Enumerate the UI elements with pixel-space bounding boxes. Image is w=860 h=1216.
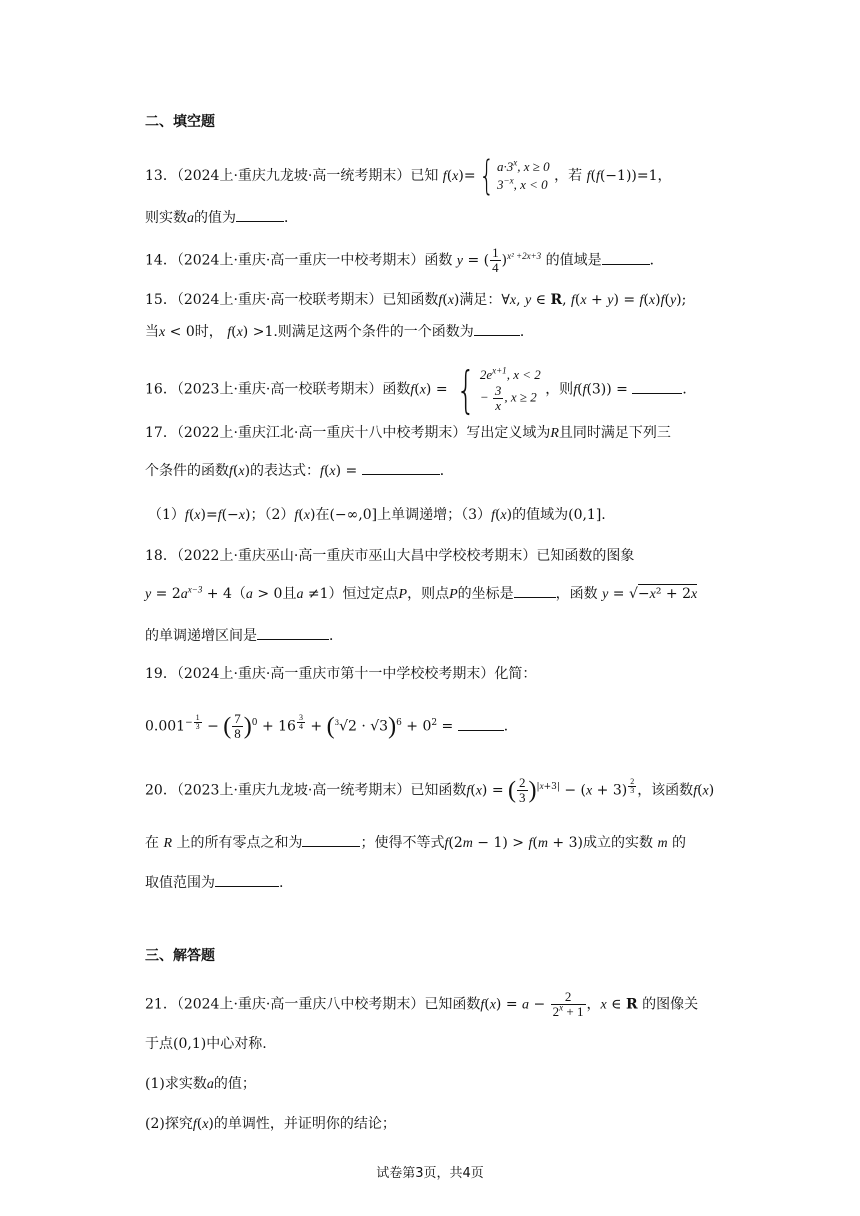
q21-mid2: 的图像关 [642, 996, 699, 1013]
section-fill-title: 二、填空题 [145, 114, 215, 130]
answer-blank[interactable] [362, 461, 440, 475]
q13-end: ． [284, 210, 298, 226]
q15-line2c: .则满足这两个条件的一个函数为 [273, 324, 474, 340]
question-18-line3 [145, 626, 820, 646]
question-21-line2: 于点(0,1)中心对称. [145, 1036, 267, 1052]
q21-mid: ， [586, 996, 601, 1013]
q13-tail: 则实数 [145, 210, 187, 226]
page-footer: 试卷第3页，共4页 [376, 1166, 484, 1181]
answer-blank[interactable] [302, 833, 360, 847]
q15-line2b: 时， [194, 324, 223, 340]
answer-blank[interactable] [236, 208, 284, 222]
q18-l3: 的单调递增区间是 [145, 628, 257, 644]
q17-lead2: 且同时满足下列三 [558, 425, 671, 441]
q14-mid: 的值域是 [545, 252, 602, 269]
q17-c2b: 在 [315, 507, 330, 523]
question-15: 15．（2024上·重庆·高一校联考期末）已知函数f(x)满足：∀x, y ∈ R, f(x + y) = f(x)f(y); [145, 292, 687, 308]
q16-mid: ，则 [545, 381, 574, 398]
q18-lead: 18．（2022上·重庆巫山·高一重庆市巫山大昌中学校校考期末）已知函数的图象 [145, 548, 635, 564]
q17-c2: ；（2） [250, 507, 295, 523]
q20-l3: 取值范围为 [145, 875, 215, 891]
question-19-expr: $0.001^{- \frac{1}{3}}$ − ( $\frac{7}{8}$ )$^0$ + 16 $^{\frac{3}{4}}$ + $(^3√2 \cdot √3)^6 + 0^2$ = ． [145, 711, 518, 741]
question-13-line2: 则实数a的值为 ． [145, 210, 298, 226]
question-20-line3 [145, 873, 820, 893]
question-13: 13．（2024上·重庆九龙坡·高一统考期末）已知 f(x)={ $a\cdot 3^x$, x ≥ 0 $3^{-x}$, x < 0 ，若 f(f(−1))=1， [145, 153, 672, 199]
q14-end: ． [649, 252, 664, 269]
section-answer-title: 三、解答题 [145, 948, 215, 964]
q20-l2d: 成立的实数 [582, 835, 653, 851]
q21-l2: 于点 [145, 1036, 173, 1052]
q18-end: ． [329, 628, 343, 644]
q19-end: ． [503, 718, 518, 735]
answer-blank[interactable] [458, 717, 504, 731]
question-17-line2: 个条件的函数f(x)的表达式：f(x) = ． [145, 463, 454, 479]
q20-l2a: 在 [145, 835, 159, 851]
q18-l2e: 的坐标是 [457, 586, 514, 602]
question-18-line2: $y = 2a^{x-3} + 4(a > 0$且a ≠1）恒过定点P，则点P的坐标是 ，函数 y = √−x² + 2x [145, 584, 698, 602]
q15-line2a: 当 [145, 324, 159, 340]
q13-mid: ，若 [554, 168, 583, 184]
question-21: 21．（2024上·重庆·高一重庆八中校考期末）已知函数f(x) = a − $\frac{2}{2^x + 1}$ ，x ∈ R 的图像关 [145, 989, 699, 1019]
q20-l2c: ；使得不等式 [360, 835, 445, 851]
q20-l2e: 的 [672, 835, 687, 851]
q15-mid: 满足： [459, 292, 502, 308]
q19-lead: 19．（2024上·重庆·高一重庆市第十一中学校校考期末）化简： [145, 666, 537, 682]
q20-l2b: 上的所有零点之和为 [176, 835, 303, 851]
q18-l2f: ，函数 [555, 586, 598, 602]
question-20-line2: 在 R 上的所有零点之和为 ；使得不等式f(2m − 1) > f(m + 3)成立的实数 m 的 [145, 835, 687, 851]
q17-lead: 17．（2022上·重庆江北·高一重庆十八中校考期末）写出定义域为 [145, 425, 551, 441]
q17-line2: 个条件的函数 [145, 463, 229, 479]
q16-lead: 16．（2023上·重庆·高一校联考期末）函数 [145, 381, 411, 398]
q20-lead: 20．（2023上·重庆九龙坡·高一统考期末）已知函数 [145, 782, 467, 799]
question-14: 14．（2024上·重庆·高一重庆一中校考期末）函数 y = ( $\frac{1}{4}$ )$^{x^2 +2x+3}$ 的值域是 ． [145, 245, 664, 275]
question-21-part1: (1)求实数a的值； [145, 1076, 256, 1092]
answer-blank[interactable] [257, 626, 329, 640]
q17-line2b: 的表达式： [250, 463, 321, 479]
q15-end: ． [519, 324, 534, 340]
answer-blank[interactable] [215, 873, 279, 887]
q18-l2c: ）恒过定点 [328, 586, 399, 602]
q21-p1b: 的值； [213, 1076, 256, 1092]
question-17: 17．（2022上·重庆江北·高一重庆十八中校考期末）写出定义域为R且同时满足下列三 [145, 425, 671, 441]
q21-p1: (1)求实数 [145, 1076, 207, 1092]
q13-tail2: 的值为 [194, 210, 236, 226]
q21-p2b: 的单调性，并证明你的结论； [213, 1116, 396, 1132]
answer-blank[interactable] [474, 322, 520, 336]
question-19 [145, 664, 820, 684]
q17-c2c: 上单调递增；（3） [377, 507, 492, 523]
q18-l2d: ，则点 [407, 586, 450, 602]
question-15-line2: 当x < 0时， f(x) >1.则满足这两个条件的一个函数为 ． [145, 324, 534, 340]
q18-l2b: 且 [282, 586, 297, 602]
q15-lead: 15．（2024上·重庆·高一校联考期末）已知函数 [145, 292, 439, 308]
q21-lead: 21．（2024上·重庆·高一重庆八中校考期末）已知函数 [145, 996, 481, 1013]
question-16: 16．（2023上·重庆·高一校联考期末）函数f(x) = { $2e^{x+1}$, x < 2 − $\frac{3}{x}$ , x ≥ 2 ，则f(f(3)) = ． [145, 360, 697, 419]
answer-blank[interactable] [514, 584, 556, 598]
q17-c1: （1） [148, 507, 185, 523]
answer-blank[interactable] [602, 251, 650, 265]
q16-end: ． [682, 381, 697, 398]
q20-mid: ，该函数 [637, 782, 694, 799]
q13-lead: 13．（2024上·重庆九龙坡·高一统考期末）已知 [145, 168, 439, 184]
q20-end: . [279, 875, 284, 891]
q17-end: ． [439, 463, 454, 479]
q21-p2: (2)探究 [145, 1116, 193, 1132]
question-17-conditions: （1）f(x)=f(−x)；（2）f(x)在(−∞,0]上单调递增；（3）f(x)的值域为(0,1]. [148, 507, 606, 523]
q18-l2a: （ [231, 586, 246, 602]
q21-l2b: 中心对称. [206, 1036, 267, 1052]
question-18 [145, 546, 820, 566]
answer-blank[interactable] [632, 380, 682, 394]
q17-c3: 的值域为 [512, 507, 569, 523]
question-20: 20．（2023上·重庆九龙坡·高一统考期末）已知函数f(x) = ( $\frac{2}{3}$ )$^{|x+3|}$ − (x + 3) $^{\frac{2}{3}}$ ，该函数f(x) [145, 775, 715, 805]
q14-lead: 14．（2024上·重庆·高一重庆一中校考期末）函数 [145, 252, 453, 269]
question-21-part2: (2)探究f(x)的单调性，并证明你的结论； [145, 1116, 396, 1132]
